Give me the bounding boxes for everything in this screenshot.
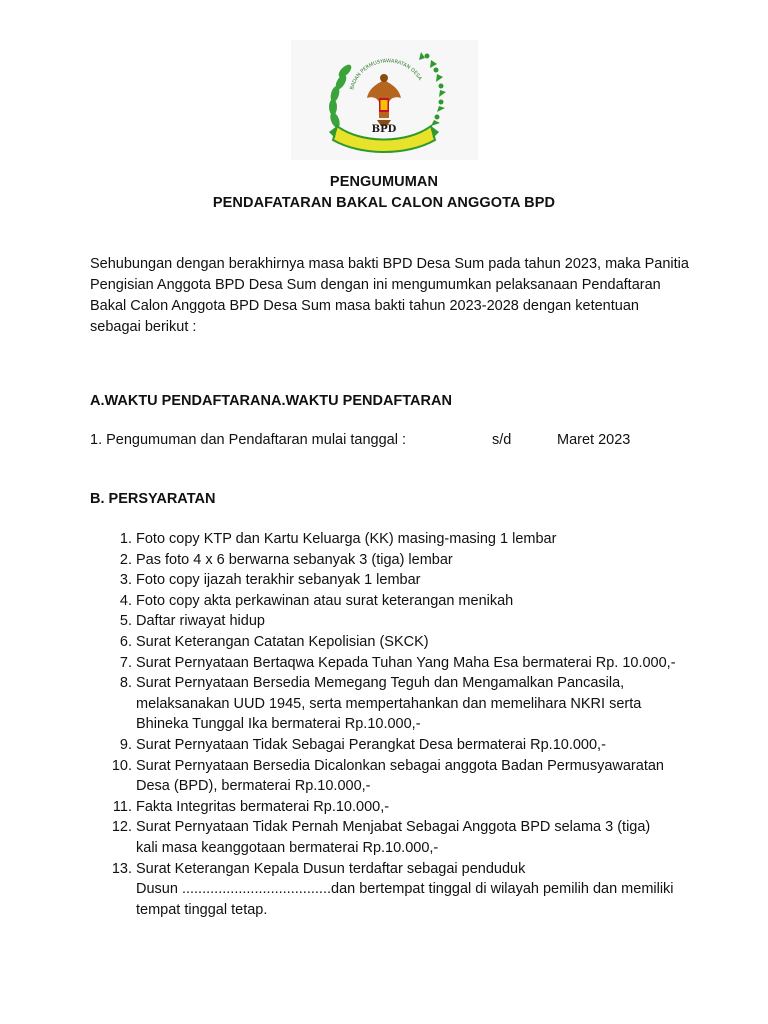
requirement-text: Surat Pernyataan Bersedia Dicalonkan sebagai anggota Badan Permusyawaratan — [136, 757, 664, 774]
registration-period-label: 1. Pengumuman dan Pendaftaran mulai tanggal : — [90, 432, 406, 448]
requirement-number: 8. — [119, 675, 132, 692]
registration-period-sd: s/d — [492, 432, 512, 448]
requirement-number: 9. — [119, 736, 132, 753]
requirement-item — [90, 591, 680, 612]
garuda-icon — [367, 74, 401, 126]
intro-paragraph: Sehubungan dengan berakhirnya masa bakti BPD Desa Sum pada tahun 2023, maka Panitia Pengisian Anggota BPD Desa Sum dengan ini mengumumkan pelaksanaan Pendaftaran Bakal Calon Anggota BPD Desa Sum masa bakti tahun 2023-2028 dengan ketentuan sebagai berikut : — [90, 256, 689, 335]
requirement-item — [90, 859, 680, 921]
requirement-text: Bhineka Tunggal Ika bermaterai Rp.10.000,- — [136, 716, 421, 733]
announcement-title: PENGUMUMAN — [329, 174, 439, 190]
requirement-item — [90, 550, 680, 571]
announcement-subtitle: PENDAFATARAN BAKAL CALON ANGGOTA BPD — [212, 195, 556, 211]
requirement-text: Foto copy KTP dan Kartu Keluarga (KK) masing-masing 1 lembar — [136, 531, 557, 547]
section-b-heading: B. PERSYARATAN — [90, 491, 216, 507]
requirement-text: Foto copy akta perkawinan atau surat keterangan menikah — [136, 592, 514, 609]
requirement-text: Foto copy ijazah terakhir sebanyak 1 lembar — [136, 572, 421, 589]
requirement-text: Desa (BPD), bermaterai Rp.10.000,- — [136, 778, 371, 795]
requirement-item — [90, 735, 680, 756]
requirement-number: 11. — [112, 798, 132, 815]
requirement-text: Surat Pernyataan Bersedia Memegang Teguh dan Mengamalkan Pancasila, — [136, 675, 625, 692]
requirement-item — [90, 653, 680, 674]
requirement-item — [90, 756, 680, 797]
cotton-leaf-icon — [419, 52, 446, 126]
requirement-item — [90, 673, 680, 735]
bpd-logo — [291, 40, 478, 160]
section-a-heading: A.WAKTU PENDAFTARANA.WAKTU PENDAFTARAN — [90, 393, 452, 409]
requirement-text: Surat Pernyataan Tidak Pernah Menjabat Sebagai Anggota BPD selama 3 (tiga) — [136, 819, 651, 836]
requirement-item — [90, 570, 680, 591]
logo-arc-text: BADAN PERMUSYAWARATAN DESA — [349, 58, 423, 91]
requirement-text: Surat Pernyataan Bertaqwa Kepada Tuhan Yang Maha Esa bermaterai Rp. 10.000,- — [136, 654, 676, 671]
requirements-list — [90, 529, 680, 920]
requirement-number: 6. — [119, 633, 132, 650]
requirement-text: Surat Keterangan Kepala Dusun terdaftar sebagai penduduk — [136, 860, 526, 877]
requirement-item — [90, 611, 680, 632]
requirement-number: 4. — [119, 592, 132, 609]
logo-initials: BPD — [371, 124, 397, 135]
requirement-text: Surat Pernyataan Tidak Sebagai Perangkat Desa bermaterai Rp.10.000,- — [136, 736, 606, 753]
requirement-number: 13. — [111, 860, 132, 877]
requirement-text: Surat Keterangan Catatan Kepolisian (SKCK) — [136, 633, 429, 650]
requirement-text: melaksanakan UUD 1945, serta mempertahankan dan memelihara NKRI serta — [136, 695, 642, 712]
requirement-number: 5. — [119, 613, 132, 630]
requirement-number: 12. — [111, 819, 132, 836]
requirement-number: 3. — [119, 572, 132, 589]
requirement-text: tempat tinggal tetap. — [136, 901, 268, 918]
requirement-item — [90, 797, 680, 818]
requirement-text: kali masa keanggotaan bermaterai Rp.10.000,- — [136, 839, 439, 856]
requirement-text: Fakta Integritas bermaterai Rp.10.000,- — [136, 798, 390, 815]
requirement-item — [90, 632, 680, 653]
rice-sprig-icon — [329, 63, 354, 129]
requirement-text: Dusun .....................................dan bertempat tinggal di wilayah pemilih dan memiliki — [136, 881, 674, 898]
registration-period-row — [90, 432, 690, 452]
requirement-item — [90, 817, 680, 858]
requirement-number: 2. — [119, 551, 132, 568]
requirement-text: Daftar riwayat hidup — [136, 613, 265, 630]
requirement-item — [90, 529, 680, 550]
requirement-text: Pas foto 4 x 6 berwarna sebanyak 3 (tiga) lembar — [136, 551, 453, 568]
bpd-emblem-icon — [291, 40, 478, 160]
requirement-number: 10. — [111, 757, 132, 774]
requirement-number: 1. — [119, 531, 132, 547]
requirement-number: 7. — [119, 654, 132, 671]
registration-period-date: Maret 2023 — [557, 432, 631, 448]
